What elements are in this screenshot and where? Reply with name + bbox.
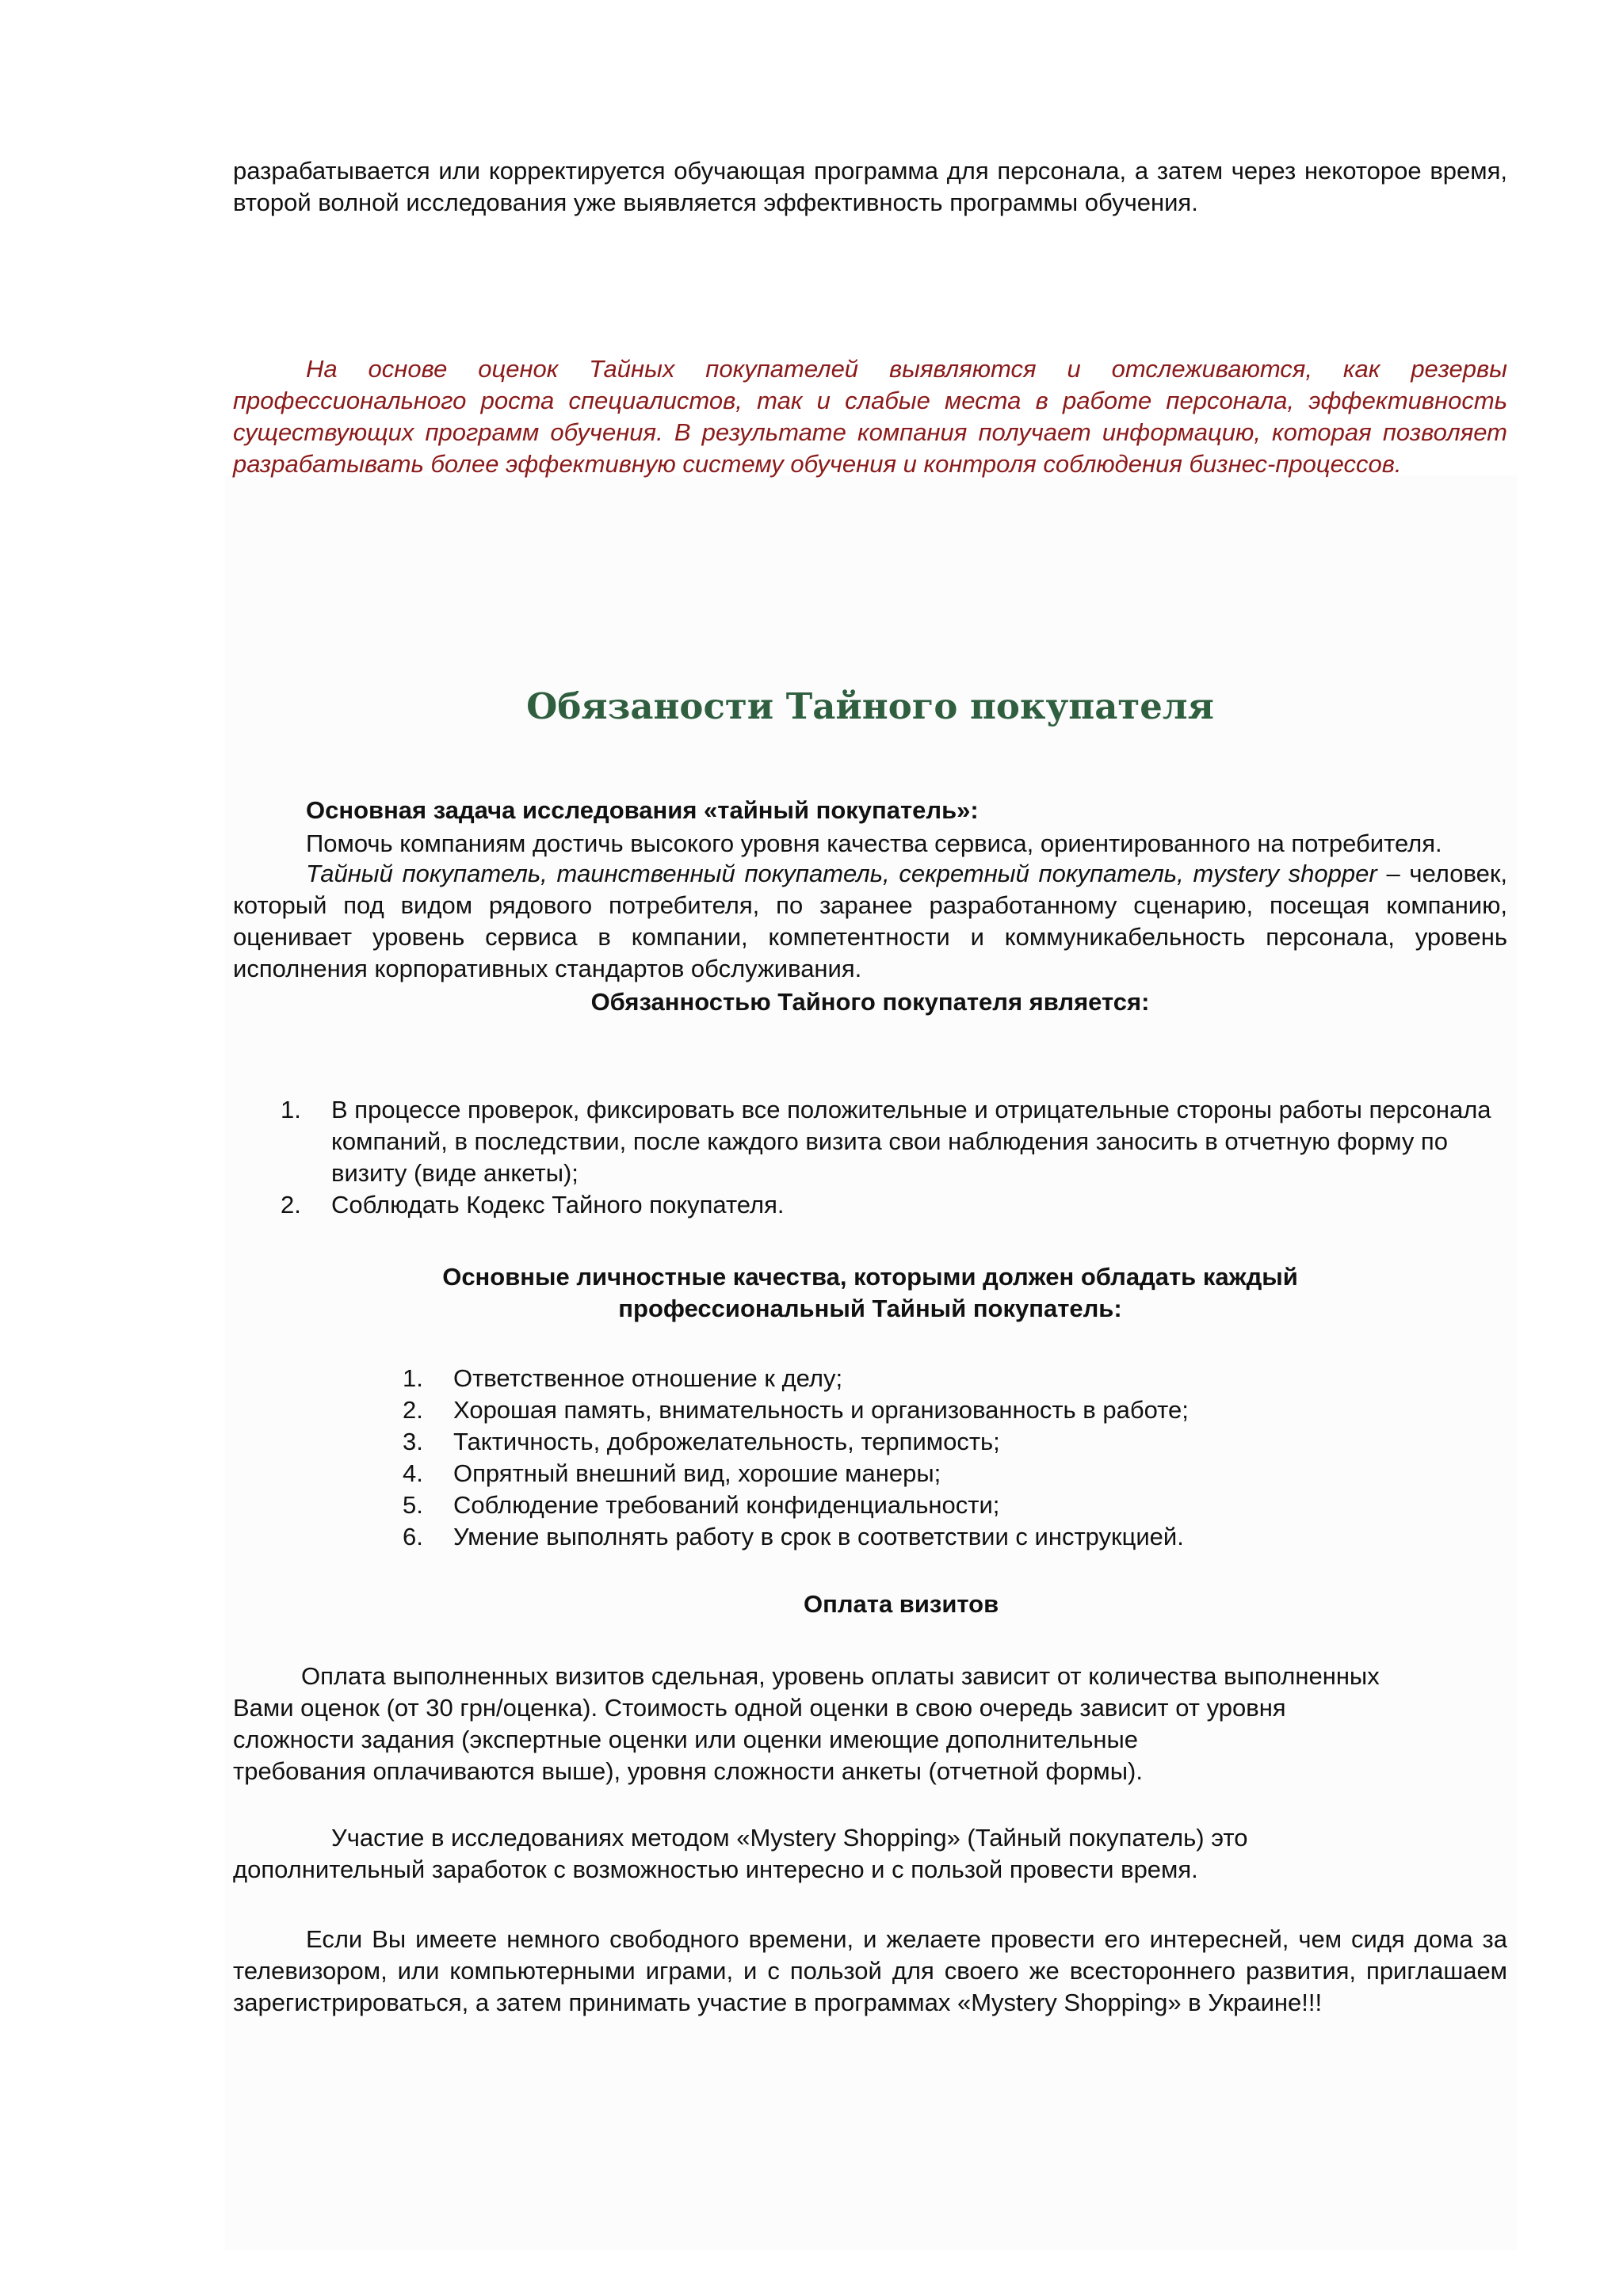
section-title: Обязаности Тайного покупателя <box>526 685 1214 727</box>
qualities-list <box>403 1363 1507 1553</box>
list-number: 3. <box>403 1428 423 1455</box>
list-item <box>403 1394 1507 1426</box>
qualities-heading-line1: Основные личностные качества, которыми должен обладать каждый <box>442 1263 1298 1291</box>
list-text: Опрятный внешний вид, хорошие манеры; <box>453 1459 941 1487</box>
payment-line-3: сложности задания (экспертные оценки или оценки имеющие дополнительные <box>233 1726 1139 1753</box>
payment-line-2: Вами оценок (от 30 грн/оценка). Стоимость одной оценки в свою очередь зависит от уровня <box>233 1694 1286 1722</box>
participation-line-2: дополнительный заработок с возможностью интересно и с пользой провести время. <box>233 1855 1198 1883</box>
definition-text: – человек, который под видом рядового потребителя, по заранее разработанному сценарию, посещая компанию, оценивает уровень сервиса в компании, компетентности и коммуникабельность персонала, уровень исполнения корпоративных стандартов обслуживания. <box>233 860 1508 982</box>
list-item <box>403 1489 1507 1521</box>
list-number: 2. <box>281 1191 301 1219</box>
list-text: Ответственное отношение к делу; <box>453 1364 843 1392</box>
task-block <box>233 795 1507 1018</box>
duties-heading: Обязанностью Тайного покупателя является: <box>590 988 1150 1016</box>
duties-list <box>281 1094 1507 1221</box>
task-heading: Основная задача исследования «тайный покупатель»: <box>306 796 979 824</box>
qualities-heading <box>233 1261 1507 1325</box>
participation-paragraph <box>233 1822 1507 1886</box>
list-text: Умение выполнять работу в срок в соответствии с инструкцией. <box>453 1523 1184 1550</box>
list-text: Тактичность, доброжелательность, терпимость; <box>453 1428 1000 1455</box>
payment-heading: Оплата визитов <box>804 1590 999 1618</box>
task-text: Помочь компаниям достичь высокого уровня качества сервиса, ориентированного на потребителя. <box>306 830 1442 857</box>
list-number: 1. <box>403 1364 423 1392</box>
definition-paragraph <box>233 858 1507 985</box>
payment-heading-block <box>233 1589 1507 1620</box>
payment-line-1: Оплата выполненных визитов сдельная, уровень оплаты зависит от количества выполненных <box>301 1662 1380 1690</box>
intro-paragraph <box>233 155 1507 219</box>
qualities-heading-line2: профессиональный Тайный покупатель: <box>618 1295 1122 1322</box>
participation-line-1: Участие в исследованиях методом «Mystery Shopping» (Тайный покупатель) это <box>331 1824 1248 1852</box>
definition-term: Тайный покупатель, таинственный покупатель, секретный покупатель, mystery shopper <box>306 860 1377 887</box>
callout-paragraph <box>233 353 1507 480</box>
payment-line-4: требования оплачиваются выше), уровня сложности анкеты (отчетной формы). <box>233 1757 1143 1785</box>
list-text: Хорошая память, внимательность и организованность в работе; <box>453 1396 1189 1424</box>
invite-paragraph <box>233 1924 1507 2019</box>
intro-text: разрабатывается или корректируется обучающая программа для персонала, а затем через некоторое время, второй волной исследования уже выявляется эффективность программы обучения. <box>233 157 1507 216</box>
list-item <box>403 1521 1507 1553</box>
list-item <box>281 1189 1507 1221</box>
list-text: Соблюдение требований конфиденциальности; <box>453 1491 1000 1519</box>
list-item <box>403 1458 1507 1489</box>
list-number: 5. <box>403 1491 423 1519</box>
list-item <box>281 1094 1507 1189</box>
list-number: 4. <box>403 1459 423 1487</box>
list-number: 2. <box>403 1396 423 1424</box>
list-text: Соблюдать Кодекс Тайного покупателя. <box>331 1191 785 1219</box>
list-item <box>403 1363 1507 1394</box>
list-item <box>403 1426 1507 1458</box>
payment-paragraph <box>233 1661 1507 1787</box>
list-number: 6. <box>403 1523 423 1550</box>
invite-text: Если Вы имеете немного свободного времени, и желаете провести его интересней, чем сидя дома за телевизором, или компьютерными играми, и с пользой для своего же всестороннего развития, приглашаем зарегистрироваться, а затем принимать участие в программах «Mystery Shopping» в Украине!!! <box>233 1925 1507 2016</box>
list-number: 1. <box>281 1096 301 1123</box>
list-text: В процессе проверок, фиксировать все положительные и отрицательные стороны работы персонала компаний, в последствии, после каждого визита свои наблюдения заносить в отчетную форму по визиту (виде анкеты); <box>331 1096 1491 1187</box>
callout-text: На основе оценок Тайных покупателей выявляются и отслеживаются, как резервы профессионального роста специалистов, так и слабые места в работе персонала, эффективность существующих программ обучения. В результате компания получает информацию, которая позволяет разрабатывать более эффективную систему обучения и контроля соблюдения бизнес-процессов. <box>233 355 1507 478</box>
